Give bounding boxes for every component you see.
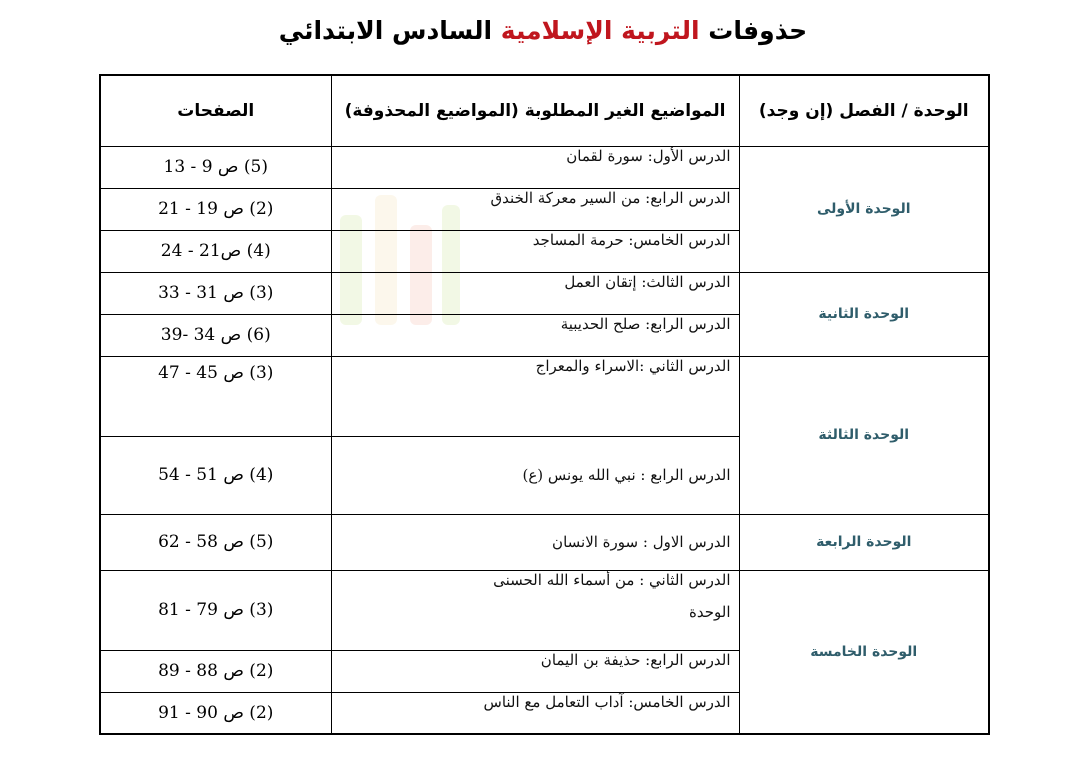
lesson-cell: الدرس الرابع : نبي الله يونس (ع) bbox=[331, 436, 739, 514]
unit-cell: الوحدة الأولى bbox=[739, 146, 989, 272]
lesson-line-1: الدرس الثاني : من أسماء الله الحسنى bbox=[493, 570, 731, 589]
lesson-line-2: الوحدة bbox=[689, 602, 731, 621]
lesson-cell: الدرس الثاني :الاسراء والمعراج bbox=[331, 356, 739, 436]
pages-text: (3) ص 31 - 33 bbox=[158, 283, 274, 303]
lesson-cell: الدرس الرابع: من السير معركة الخندق bbox=[331, 188, 739, 230]
pages-text: (5) ص 9 - 13 bbox=[163, 157, 268, 177]
unit-cell: الوحدة الرابعة bbox=[739, 514, 989, 570]
pages-cell bbox=[100, 570, 331, 650]
header-pages: الصفحات bbox=[100, 75, 331, 146]
unit-cell: الوحدة الثانية bbox=[739, 272, 989, 356]
table-row bbox=[100, 272, 989, 314]
page-title bbox=[0, 14, 1086, 48]
title-part-1: حذوفات bbox=[708, 16, 808, 45]
pages-text: (2) ص 19 - 21 bbox=[158, 199, 274, 219]
lesson-cell: الدرس الاول : سورة الانسان bbox=[331, 514, 739, 570]
lesson-cell: الدرس الرابع: صلح الحديبية bbox=[331, 314, 739, 356]
title-subject: التربية الإسلامية bbox=[500, 16, 700, 45]
pages-text: (4) ص21 - 24 bbox=[160, 241, 271, 261]
pages-text: (4) ص 51 - 54 bbox=[158, 465, 274, 485]
pages-cell bbox=[100, 188, 331, 230]
header-unit: الوحدة / الفصل (إن وجد) bbox=[739, 75, 989, 146]
unit-cell: الوحدة الخامسة bbox=[739, 570, 989, 734]
lesson-cell bbox=[331, 570, 739, 650]
pages-cell bbox=[100, 272, 331, 314]
pages-text: (2) ص 88 - 89 bbox=[158, 661, 274, 681]
pages-text: (2) ص 90 - 91 bbox=[158, 702, 274, 723]
table-header-row bbox=[100, 75, 989, 146]
pages-text: (6) ص 34 -39 bbox=[160, 325, 271, 345]
table-row bbox=[100, 146, 989, 188]
lesson-cell: الدرس الأول: سورة لقمان bbox=[331, 146, 739, 188]
pages-text: (3) ص 79 - 81 bbox=[158, 600, 274, 620]
pages-cell bbox=[100, 230, 331, 272]
table-row bbox=[100, 356, 989, 436]
lesson-cell: الدرس الرابع: حذيفة بن اليمان bbox=[331, 650, 739, 692]
pages-text: (3) ص 45 - 47 bbox=[158, 362, 274, 383]
table-row bbox=[100, 570, 989, 650]
pages-cell bbox=[100, 356, 331, 436]
table-row bbox=[100, 514, 989, 570]
pages-cell bbox=[100, 692, 331, 734]
title-part-2: السادس الابتدائي bbox=[278, 16, 493, 45]
lesson-cell: الدرس الخامس: آداب التعامل مع الناس bbox=[331, 692, 739, 734]
pages-cell bbox=[100, 514, 331, 570]
pages-cell bbox=[100, 314, 331, 356]
pages-cell bbox=[100, 146, 331, 188]
pages-text: (5) ص 58 - 62 bbox=[158, 532, 274, 552]
header-topics: المواضيع الغير المطلوبة (المواضيع المحذوفة) bbox=[331, 75, 739, 146]
deleted-topics-table bbox=[99, 74, 990, 735]
pages-cell bbox=[100, 650, 331, 692]
lesson-cell: الدرس الخامس: حرمة المساجد bbox=[331, 230, 739, 272]
lesson-cell: الدرس الثالث: إتقان العمل bbox=[331, 272, 739, 314]
pages-cell bbox=[100, 436, 331, 514]
unit-cell: الوحدة الثالثة bbox=[739, 356, 989, 514]
